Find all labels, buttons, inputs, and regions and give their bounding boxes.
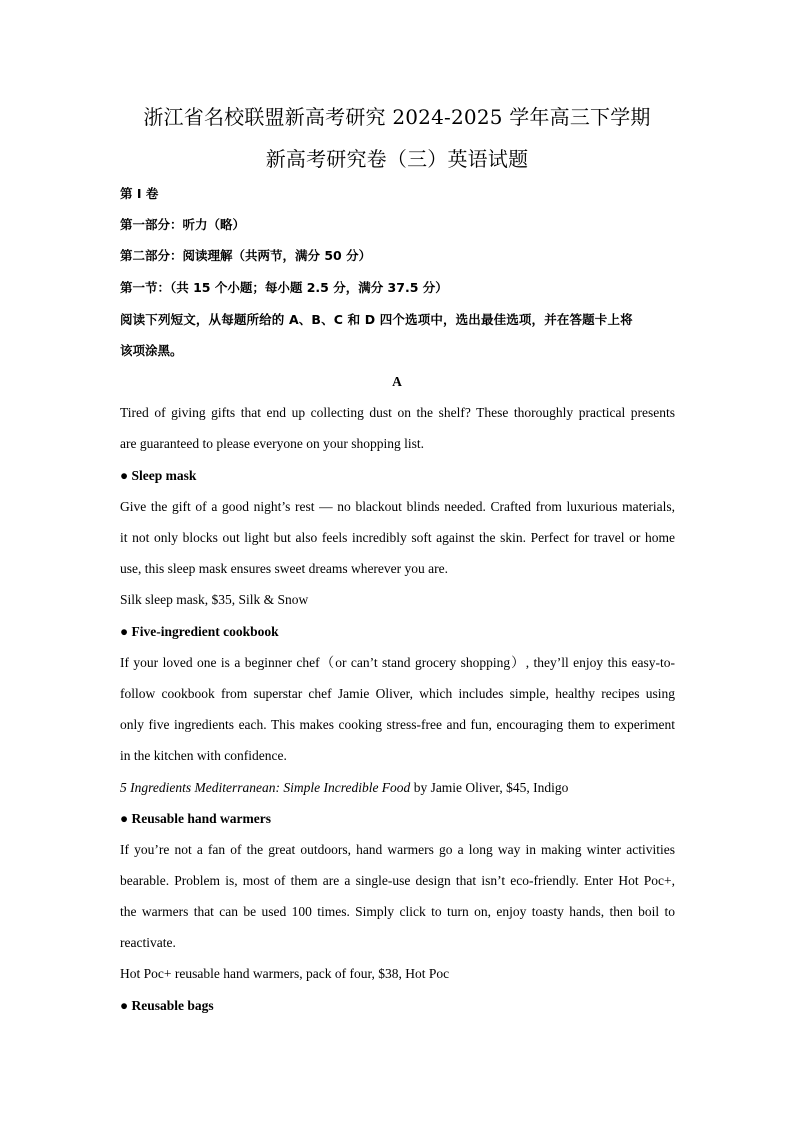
exam-title-line2: 新高考研究卷（三）英语试题 [265, 147, 529, 171]
item-text-line: in the kitchen with confidence. [120, 748, 287, 763]
intro-line1: Tired of giving gifts that end up collecting dust on the shelf? These thoroughly practical presents [120, 405, 675, 420]
item-heading-hand-warmers: ● Reusable hand warmers [120, 811, 272, 826]
item-text-line: it not only blocks out light but also feels incredibly soft against the skin. Perfect for travel or home [120, 530, 675, 545]
item-text-line: follow cookbook from superstar chef Jamie Oliver, which includes simple, healthy recipes using [120, 686, 675, 701]
item-text-line: use, this sleep mask ensures sweet dreams wherever you are. [120, 561, 449, 576]
item-heading-reusable-bags: ● Reusable bags [120, 998, 214, 1013]
item-text-line: bearable. Problem is, most of them are a single-use design that isn’t eco-friendly. Enter Hot Poc+, [120, 873, 675, 888]
product-line-sleep-mask: Silk sleep mask, $35, Silk & Snow [120, 592, 309, 607]
exam-title-line1: 浙江省名校联盟新高考研究 2024-2025 学年高三下学期 [143, 105, 651, 129]
item-heading-sleep-mask: ● Sleep mask [120, 468, 197, 483]
item-text-line: the warmers that can be used 100 times. Simply click to turn on, enjoy toasty hands, then boil to [120, 904, 675, 919]
part1-heading: 第一部分：听力（略） [120, 217, 246, 232]
product-line-hand-warmers: Hot Poc+ reusable hand warmers, pack of four, $38, Hot Poc [120, 966, 450, 981]
book-title: 5 Ingredients Mediterranean: Simple Incredible Food [120, 780, 411, 795]
section1-heading: 第一节：（共 15 个小题；每小题 2.5 分，满分 37.5 分） [120, 280, 448, 295]
instruction-line2: 该项涂黑。 [120, 343, 183, 358]
product-line-cookbook [120, 779, 675, 797]
item-text-line: If your loved one is a beginner chef（or can’t stand grocery shopping）, they’ll enjoy this easy-to- [120, 655, 675, 670]
item-text-line: reactivate. [120, 935, 176, 950]
item-heading-cookbook: ● Five-ingredient cookbook [120, 624, 279, 639]
passage-label: A [392, 374, 402, 389]
item-text-line: only five ingredients each. This makes cooking stress-free and fun, encouraging them to experiment [120, 717, 675, 732]
book-details: by Jamie Oliver, $45, Indigo [410, 780, 569, 795]
part2-heading: 第二部分：阅读理解（共两节，满分 50 分） [120, 248, 372, 263]
volume-label: 第 I 卷 [120, 186, 159, 201]
item-text-line: Give the gift of a good night’s rest — no blackout blinds needed. Crafted from luxurious materials, [120, 499, 675, 514]
instruction-line1: 阅读下列短文，从每题所给的 A、B、C 和 D 四个选项中，选出最佳选项，并在答题卡上将 [120, 312, 633, 327]
item-text-line: If you’re not a fan of the great outdoors, hand warmers go a long way in making winter activities [120, 842, 675, 857]
intro-line2: are guaranteed to please everyone on your shopping list. [120, 436, 425, 451]
